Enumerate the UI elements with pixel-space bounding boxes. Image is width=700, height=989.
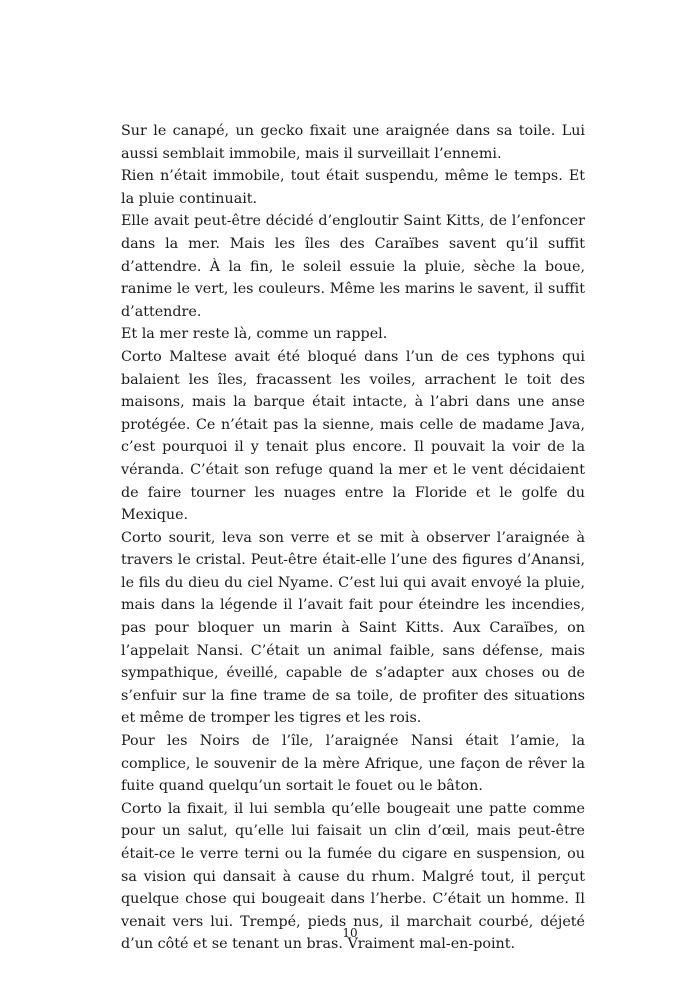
body-text bbox=[121, 120, 585, 956]
paragraph: Et la mer reste là, comme un rappel. bbox=[121, 326, 388, 343]
paragraph: Elle avait peut-être décidé d’engloutir Saint Kitts, de l’enfoncer dans la mer. Mais les îles des Caraïbes savent qu’il suffit d’attendre. À la fin, le soleil essuie la pluie, sèche la boue, ranime le vert, les couleurs. Même les marins le savent, il suffit d’attendre. bbox=[121, 213, 585, 320]
paragraph: Rien n’était immobile, tout était suspendu, même le temps. Et la pluie continuait. bbox=[121, 168, 585, 207]
page-number: 10 bbox=[342, 926, 358, 940]
paragraph: Sur le canapé, un gecko fixait une araignée dans sa toile. Lui aussi semblait immobile, mais il surveillait l’ennemi. bbox=[121, 123, 585, 162]
paragraph: Corto Maltese avait été bloqué dans l’un de ces typhons qui balaient les îles, fracassent les voiles, arrachent le toit des maisons, mais la barque était intacte, à l’abri dans une anse protégée. Ce n’était pas la sienne, mais celle de madame Java, c’est pourquoi il y tenait plus encore. Il pouvait la voir de la véranda. C’était son refuge quand la mer et le vent décidaient de faire tourner les nuages entre la Floride et le golfe du Mexique. bbox=[121, 348, 585, 524]
paragraph: Pour les Noirs de l’île, l’araignée Nansi était l’amie, la complice, le souvenir de la mère Afrique, une façon de rêver la fuite quand quelqu’un sortait le fouet ou le bâton. bbox=[121, 733, 585, 795]
paragraph: Corto sourit, leva son verre et se mit à observer l’araignée à travers le cristal. Peut-être était-elle l’une des figures d’Anansi, le fils du dieu du ciel Nyame. C’est lui qui avait envoyé la pluie, mais dans la légende il l’avait fait pour éteindre les incendies, pas pour bloquer un marin à Saint Kitts. Aux Caraïbes, on l’appelait Nansi. C’était un animal faible, sans défense, mais sympathique, éveillé, capable de s’adapter aux choses ou de s’enfuir sur la fine trame de sa toile, de profiter des situations et même de tromper les tigres et les rois. bbox=[121, 529, 585, 727]
paragraph: Corto la fixait, il lui sembla qu’elle bougeait une patte comme pour un salut, qu’elle lui faisait un clin d’œil, mais peut-être était-ce le verre terni ou la fumée du cigare en suspension, ou sa vision qui dansait à cause du rhum. Malgré tout, il perçut quelque chose qui bougeait dans l’herbe. C’était un homme. Il venait vers lui. Trempé, pieds nus, il marchait courbé, déjeté d’un côté et se tenant un bras. Vraiment mal-en-point. bbox=[121, 800, 585, 953]
